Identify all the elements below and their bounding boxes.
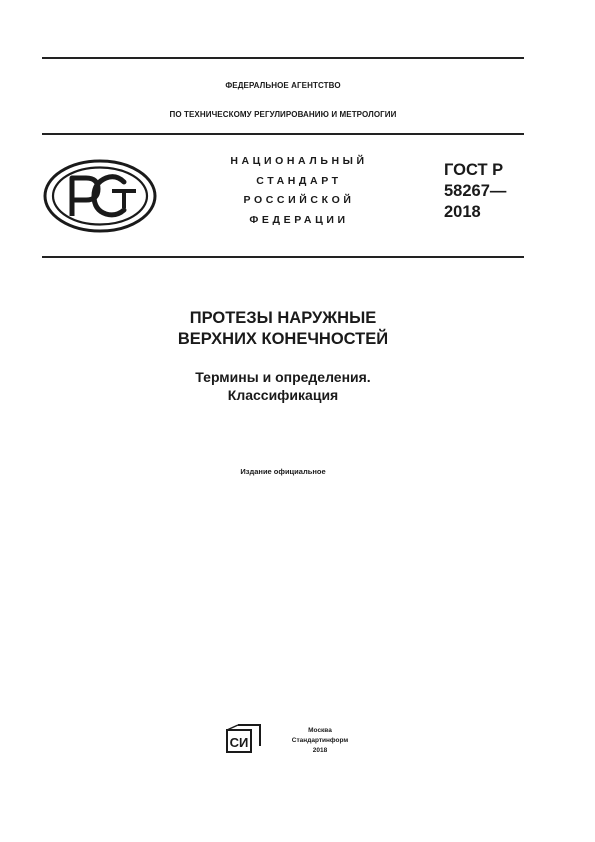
designation-line: 58267— (444, 182, 507, 200)
subtitle-line: Термины и определения. (195, 369, 371, 385)
publisher-line: 2018 (312, 747, 328, 754)
publisher-block (270, 726, 370, 756)
designation-line: ГОСТ Р (444, 161, 504, 179)
svg-text:СИ: СИ (229, 735, 249, 750)
standard-type-line: СТАНДАРТ (256, 174, 342, 187)
designation-line: 2018 (444, 203, 481, 221)
publisher-line: Стандартинформ (291, 737, 349, 744)
standard-type-line: РОССИЙСКОЙ (243, 194, 355, 206)
block-rule (42, 256, 524, 258)
title-line: ВЕРХНИХ КОНЕЧНОСТЕЙ (177, 330, 389, 348)
publisher-line: Москва (308, 727, 332, 734)
subtitle-line: Классификация (227, 387, 339, 403)
standard-type-block (194, 152, 404, 230)
document-title (60, 308, 506, 350)
document-subtitle (60, 368, 506, 404)
top-rule (42, 57, 524, 59)
rst-certification-mark-icon (42, 158, 158, 234)
standard-designation (444, 160, 506, 223)
standartinform-logo-icon (226, 724, 262, 754)
title-line: ПРОТЕЗЫ НАРУЖНЫЕ (189, 309, 377, 327)
standard-type-line: НАЦИОНАЛЬНЫЙ (230, 155, 368, 167)
edition-note: Издание официальное (240, 467, 326, 476)
agency-name-line2: ПО ТЕХНИЧЕСКОМУ РЕГУЛИРОВАНИЮ И МЕТРОЛОГИИ (169, 110, 397, 119)
standard-type-line: ФЕДЕРАЦИИ (249, 213, 349, 226)
header-rule (42, 133, 524, 135)
agency-name-line1: ФЕДЕРАЛЬНОЕ АГЕНТСТВО (225, 81, 341, 90)
